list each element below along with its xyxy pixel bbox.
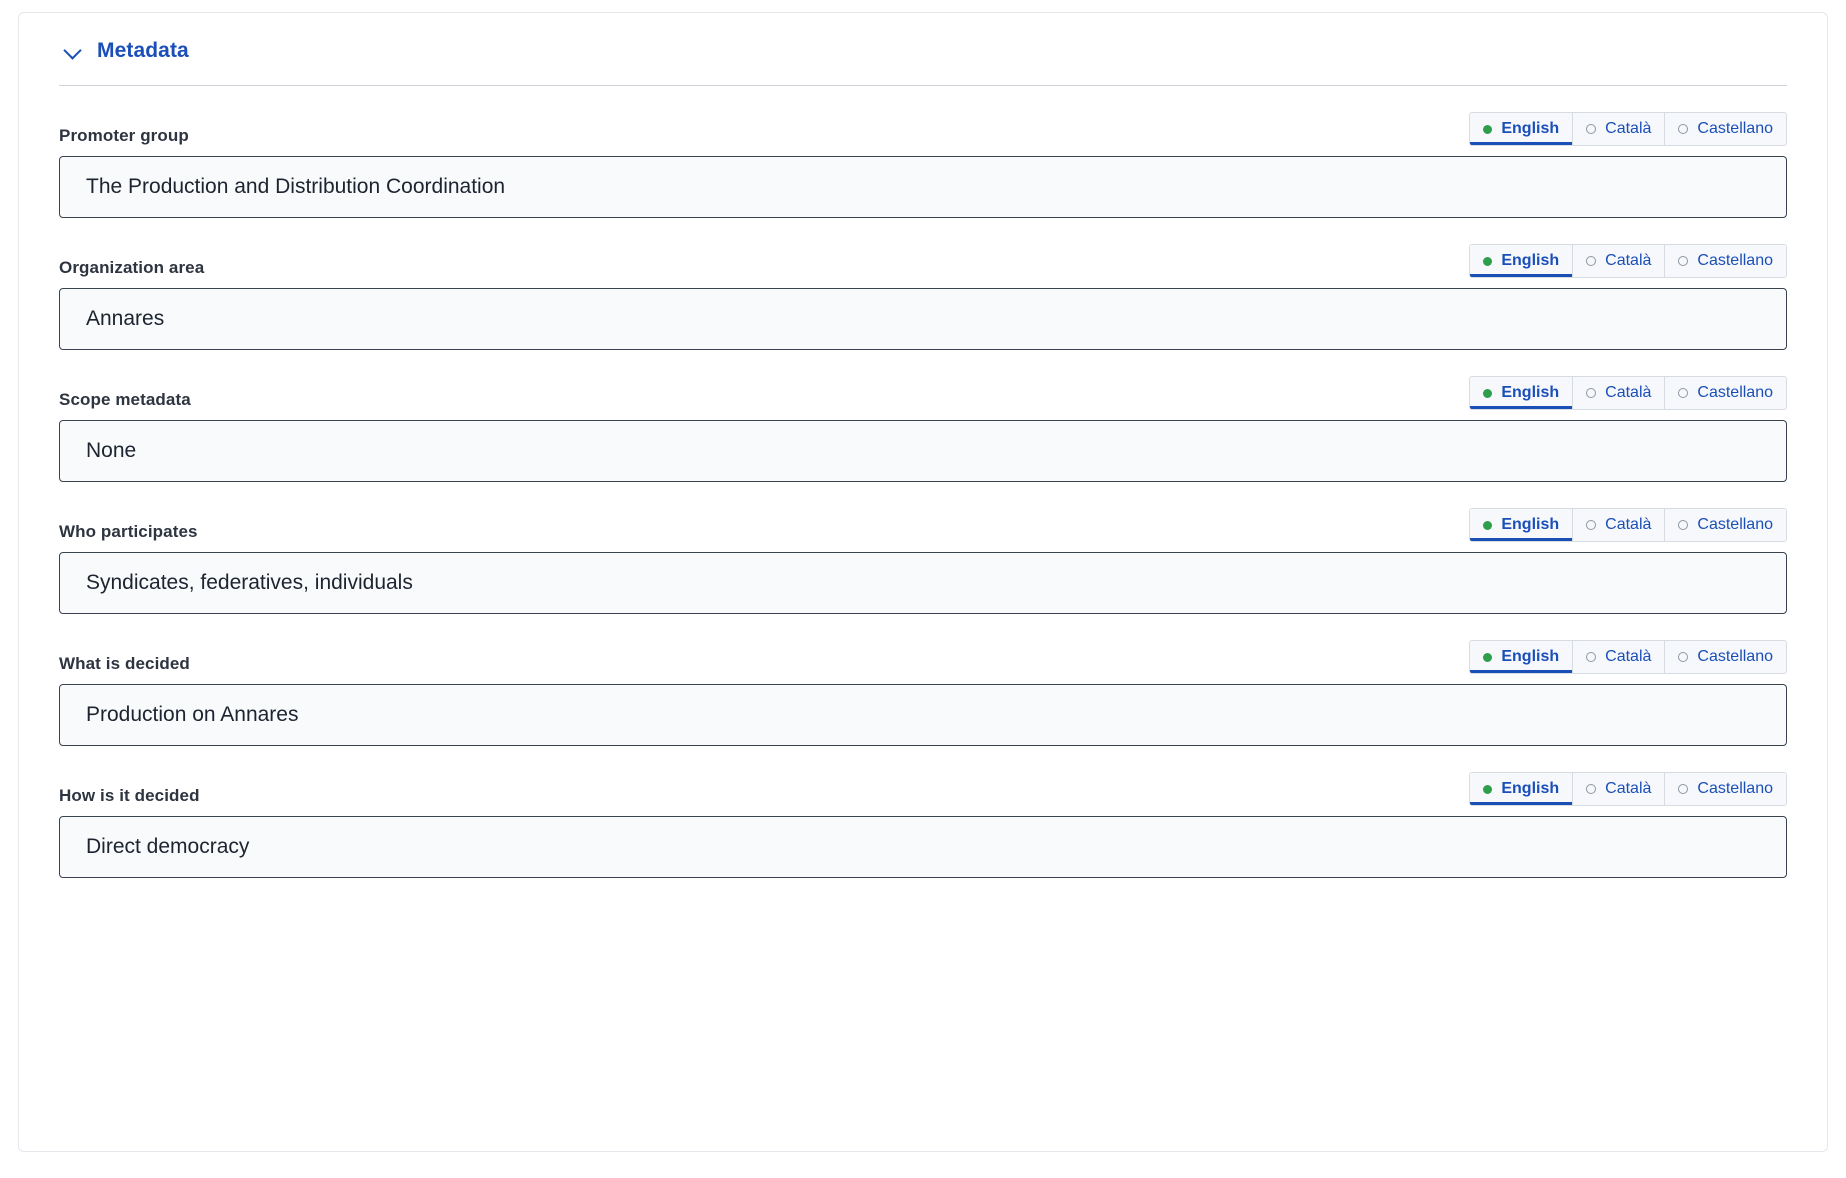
locale-tabs[interactable] xyxy=(1469,244,1787,278)
locale-tab-label: Castellano xyxy=(1697,252,1773,269)
status-dot-icon xyxy=(1678,652,1688,662)
status-dot-icon xyxy=(1586,520,1596,530)
locale-tab-english[interactable] xyxy=(1470,113,1573,145)
status-dot-icon xyxy=(1678,784,1688,794)
locale-tabs[interactable] xyxy=(1469,112,1787,146)
locale-tab-castellano[interactable] xyxy=(1665,641,1786,673)
locale-tab-catala[interactable] xyxy=(1573,509,1665,541)
locale-tab-catala[interactable] xyxy=(1573,773,1665,805)
header-divider xyxy=(59,85,1787,86)
field-label: How is it decided xyxy=(59,786,200,805)
status-dot-icon xyxy=(1483,389,1492,398)
how-is-it-decided-input[interactable] xyxy=(59,816,1787,878)
locale-tab-english[interactable] xyxy=(1470,509,1573,541)
status-dot-icon xyxy=(1483,653,1492,662)
locale-tab-castellano[interactable] xyxy=(1665,113,1786,145)
locale-tab-english[interactable] xyxy=(1470,773,1573,805)
field-header xyxy=(59,640,1787,674)
locale-tab-label: English xyxy=(1501,120,1560,137)
locale-tab-label: Castellano xyxy=(1697,648,1773,665)
locale-tabs[interactable] xyxy=(1469,640,1787,674)
locale-tab-label: English xyxy=(1501,384,1560,401)
locale-tab-castellano[interactable] xyxy=(1665,509,1786,541)
locale-tab-catala[interactable] xyxy=(1573,113,1665,145)
field-label: What is decided xyxy=(59,654,190,673)
field-header xyxy=(59,772,1787,806)
what-is-decided-input[interactable] xyxy=(59,684,1787,746)
status-dot-icon xyxy=(1483,785,1492,794)
field-header xyxy=(59,244,1787,278)
locale-tab-label: Català xyxy=(1605,384,1652,401)
locale-tab-castellano[interactable] xyxy=(1665,773,1786,805)
locale-tab-label: Castellano xyxy=(1697,120,1773,137)
status-dot-icon xyxy=(1586,388,1596,398)
status-dot-icon xyxy=(1586,784,1596,794)
status-dot-icon xyxy=(1586,652,1596,662)
locale-tabs[interactable] xyxy=(1469,772,1787,806)
status-dot-icon xyxy=(1483,521,1492,530)
field-header xyxy=(59,508,1787,542)
metadata-section-header[interactable] xyxy=(19,39,1827,63)
field-header xyxy=(59,112,1787,146)
field-label: Scope metadata xyxy=(59,390,191,409)
locale-tab-label: Castellano xyxy=(1697,384,1773,401)
locale-tab-label: Català xyxy=(1605,516,1652,533)
locale-tab-label: Català xyxy=(1605,648,1652,665)
scope-metadata-input[interactable] xyxy=(59,420,1787,482)
who-participates-input[interactable] xyxy=(59,552,1787,614)
field-what-is-decided xyxy=(19,640,1827,746)
field-how-is-it-decided xyxy=(19,772,1827,878)
locale-tab-label: Català xyxy=(1605,120,1652,137)
locale-tab-label: Castellano xyxy=(1697,780,1773,797)
field-label: Promoter group xyxy=(59,126,189,145)
field-label: Organization area xyxy=(59,258,205,277)
locale-tab-label: Castellano xyxy=(1697,516,1773,533)
promoter-group-input[interactable] xyxy=(59,156,1787,218)
status-dot-icon xyxy=(1483,125,1492,134)
status-dot-icon xyxy=(1586,256,1596,266)
organization-area-input[interactable] xyxy=(59,288,1787,350)
status-dot-icon xyxy=(1483,257,1492,266)
field-organization-area xyxy=(19,244,1827,350)
locale-tab-english[interactable] xyxy=(1470,245,1573,277)
locale-tab-label: Català xyxy=(1605,780,1652,797)
locale-tab-label: English xyxy=(1501,780,1560,797)
field-label: Who participates xyxy=(59,522,198,541)
status-dot-icon xyxy=(1678,124,1688,134)
field-header xyxy=(59,376,1787,410)
field-promoter-group xyxy=(19,112,1827,218)
locale-tab-label: English xyxy=(1501,648,1560,665)
status-dot-icon xyxy=(1586,124,1596,134)
locale-tab-label: English xyxy=(1501,516,1560,533)
locale-tabs[interactable] xyxy=(1469,376,1787,410)
page-title: Metadata xyxy=(97,39,189,62)
locale-tab-english[interactable] xyxy=(1470,641,1573,673)
locale-tab-english[interactable] xyxy=(1470,377,1573,409)
locale-tab-catala[interactable] xyxy=(1573,245,1665,277)
field-who-participates xyxy=(19,508,1827,614)
locale-tab-castellano[interactable] xyxy=(1665,377,1786,409)
metadata-panel xyxy=(18,12,1828,1152)
field-scope-metadata xyxy=(19,376,1827,482)
locale-tab-catala[interactable] xyxy=(1573,377,1665,409)
locale-tab-label: Català xyxy=(1605,252,1652,269)
locale-tab-catala[interactable] xyxy=(1573,641,1665,673)
locale-tab-castellano[interactable] xyxy=(1665,245,1786,277)
chevron-down-icon[interactable] xyxy=(63,40,85,62)
status-dot-icon xyxy=(1678,256,1688,266)
locale-tabs[interactable] xyxy=(1469,508,1787,542)
status-dot-icon xyxy=(1678,520,1688,530)
locale-tab-label: English xyxy=(1501,252,1560,269)
status-dot-icon xyxy=(1678,388,1688,398)
